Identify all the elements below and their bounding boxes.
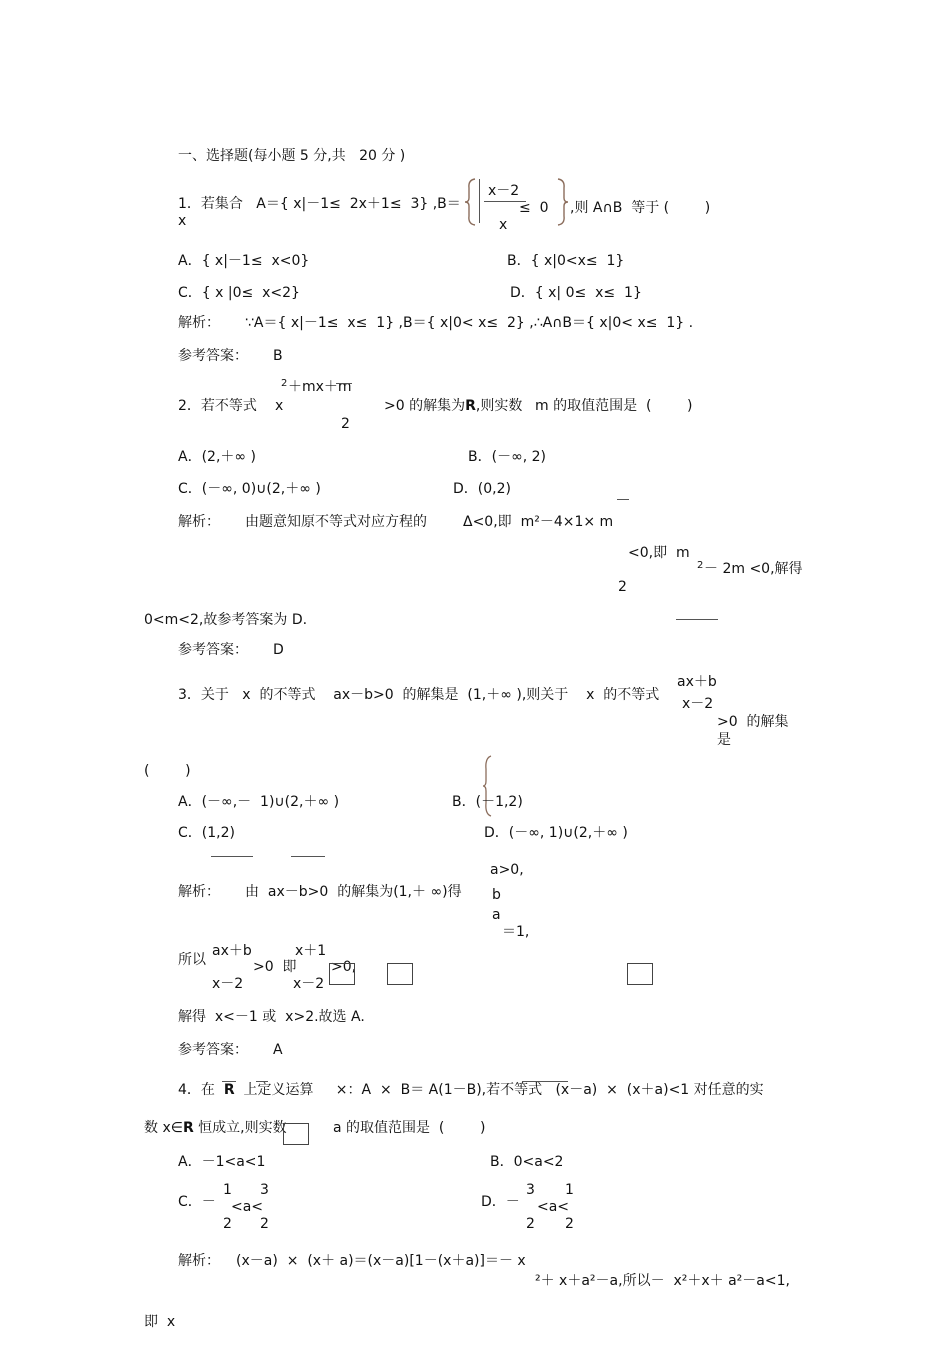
q4-analysis-label: 解析： xyxy=(178,1253,220,1269)
q4-stem-line1: 4．在 R 上定义运算 ×：A × B＝ A(1－B),若不等式 (x－a) × (x＋a)<1 对任意的实 xyxy=(178,1082,764,1098)
q4-option-c-pre: C．－ xyxy=(178,1194,216,1210)
q1-stray-x: x xyxy=(178,213,187,229)
q4-bold-r: R xyxy=(223,1082,235,1098)
q2-option-c: C．(－∞, 0)∪(2,＋∞ ) xyxy=(178,481,321,497)
q3-frac-num: ax＋b xyxy=(677,674,717,690)
q1-frac-den: x xyxy=(499,217,508,233)
q3-solve: 解得 x<－1 或 x>2.故选 A. xyxy=(178,1009,365,1025)
q3-rel2: >0, xyxy=(331,959,357,975)
q2-bold-r: R xyxy=(465,398,476,414)
q3-f1-num: ax＋b xyxy=(212,943,252,959)
q3-mid: >0 即 xyxy=(253,959,297,975)
q1-option-a: A．{ x|－1≤ x<0} xyxy=(178,253,310,269)
q2-analysis-e: 0<m<2,故参考答案为 D. xyxy=(144,612,308,628)
q1-analysis: ∵A＝{ x|－1≤ x≤ 1} ,B＝{ x|0< x≤ 2} ,∴A∩B＝{ x|0< x≤ 1} . xyxy=(245,315,694,331)
q3-paren: ( ) xyxy=(144,763,191,779)
q2-option-b: B．(－∞, 2) xyxy=(468,449,546,465)
q3-placeholder-box-3 xyxy=(627,963,653,985)
q3-answer-label: 参考答案： xyxy=(178,1042,248,1058)
q1-frac-num: x－2 xyxy=(488,183,520,199)
q2-analysis-c: <0,即 m xyxy=(628,545,690,561)
q4-option-d-d1: 2 xyxy=(526,1216,535,1232)
q1-right-brace xyxy=(556,178,570,226)
q4-analysis-c: 即 x xyxy=(144,1314,176,1330)
q4-option-d-n1: 3 xyxy=(526,1182,535,1198)
q4-option-c-n1: 1 xyxy=(223,1182,232,1198)
q3-option-d: D．(－∞, 1)∪(2,＋∞ ) xyxy=(484,825,628,841)
q1-frac-rel: ≤ 0 xyxy=(519,200,549,216)
q3-answer: A xyxy=(273,1042,283,1058)
q3-cond-b: b xyxy=(492,887,501,903)
q4-bold-r2: R xyxy=(182,1120,194,1136)
q3-so: 所以 xyxy=(178,952,206,968)
q1-answer: B xyxy=(273,348,283,364)
q1-analysis-label: 解析： xyxy=(178,315,220,331)
q3-option-b: B．(－1,2) xyxy=(452,794,523,810)
q3-bar-2 xyxy=(291,856,325,857)
q3-bar-1 xyxy=(211,856,253,857)
q2-analysis-bar1 xyxy=(617,499,629,500)
q3-f2-num: x＋1 xyxy=(295,943,327,959)
q2-option-d: D．(0,2) xyxy=(453,481,511,497)
section-title: 一、选择题(每小题 5 分,共 20 分 ) xyxy=(178,148,406,164)
q2-option-a: A．(2,＋∞ ) xyxy=(178,449,256,465)
q4-option-a: A．－1<a<1 xyxy=(178,1154,266,1170)
q3-placeholder-box-1 xyxy=(329,963,355,985)
q2-analysis-d: － 2m <0,解得 xyxy=(704,561,803,577)
q1-option-d: D．{ x| 0≤ x≤ 1} xyxy=(510,285,642,301)
q3-placeholder-box-2 xyxy=(387,963,413,985)
q2-sup2: 2 xyxy=(281,378,288,389)
q3-stem-a: 3．关于 x 的不等式 ax－b>0 的解集是 (1,＋∞ ),则关于 x 的不等式 xyxy=(178,687,660,703)
q4-option-c-d1: 2 xyxy=(223,1216,232,1232)
q2-analysis-sup: 2 xyxy=(697,560,704,571)
q3-analysis-a: 由 ax－b>0 的解集为(1,＋ ∞)得 xyxy=(245,884,462,900)
q3-analysis-label: 解析： xyxy=(178,884,220,900)
q1-answer-label: 参考答案： xyxy=(178,348,248,364)
q4-analysis-b: ²＋ x＋a²－a,所以－ x²＋x＋ a²－a<1, xyxy=(535,1273,790,1289)
q4-option-b: B．0<a<2 xyxy=(490,1154,564,1170)
q2-den: 2 xyxy=(341,416,350,432)
q4-stem-e: a 的取值范围是 ( ) xyxy=(333,1120,486,1136)
q2-analysis-label: 解析： xyxy=(178,514,220,530)
q2-num: ＋mx＋m xyxy=(288,379,352,395)
q4-option-c-d2: 2 xyxy=(260,1216,269,1232)
q2-m: m 的取值范围是 ( ) xyxy=(535,398,693,414)
q2-analysis-b: Δ<0,即 m²－4×1× m xyxy=(463,514,614,530)
q2-analysis-bar2 xyxy=(676,619,718,620)
q1-option-c: C．{ x |0≤ x<2} xyxy=(178,285,300,301)
q4-option-c-mid: <a< xyxy=(231,1199,264,1215)
q2-frac-bar xyxy=(336,383,352,384)
q4-analysis-a: (x－a) × (x＋ a)＝(x－a)[1－(x＋a)]＝－ x xyxy=(236,1253,526,1269)
q1-option-b: B．{ x|0<x≤ 1} xyxy=(507,253,625,269)
q2-stem-b: >0 的解集为R,则实数 xyxy=(384,398,523,414)
q4-option-d-n2: 1 xyxy=(565,1182,574,1198)
q3-cond1: a>0, xyxy=(490,862,524,878)
q1-stem: 1．若集合 A＝{ x|－1≤ 2x＋1≤ 3} ,B＝ xyxy=(178,196,461,212)
q4-option-d-pre: D．－ xyxy=(481,1194,520,1210)
q3-cond2: ＝1, xyxy=(502,924,530,940)
q1-left-brace xyxy=(464,178,478,226)
q3-frac-den: x－2 xyxy=(682,696,714,712)
q3-option-a: A．(－∞,－ 1)∪(2,＋∞ ) xyxy=(178,794,340,810)
q2-x: x xyxy=(275,398,284,414)
q4-option-d-mid: <a< xyxy=(537,1199,570,1215)
q4-option-c-n2: 3 xyxy=(260,1182,269,1198)
q3-stem-b: >0 的解集 xyxy=(717,714,789,730)
q3-f2-den: x－2 xyxy=(293,976,325,992)
q4-placeholder-box xyxy=(283,1123,309,1145)
q3-stem-c: 是 xyxy=(717,732,731,748)
q2-analysis-a: 由题意知原不等式对应方程的 xyxy=(245,514,427,530)
q4-stem-line2: 数 x∈R 恒成立,则实数 xyxy=(144,1120,287,1136)
q1-set-bar xyxy=(479,179,481,223)
q3-cond-a: a xyxy=(492,907,501,923)
q4-bar-r xyxy=(222,1081,236,1082)
q4-bar-ineq xyxy=(522,1081,568,1082)
q3-f1-den: x－2 xyxy=(212,976,244,992)
q2-answer: D xyxy=(273,642,284,658)
q1-stem-end: ,则 A∩B 等于 ( ) xyxy=(570,200,711,216)
q2-stem-a: 2．若不等式 xyxy=(178,398,257,414)
q2-analysis-two: 2 xyxy=(618,579,627,595)
q2-answer-label: 参考答案： xyxy=(178,642,248,658)
q4-option-d-d2: 2 xyxy=(565,1216,574,1232)
q3-option-c: C．(1,2) xyxy=(178,825,235,841)
q4-bar-def xyxy=(256,1081,268,1082)
